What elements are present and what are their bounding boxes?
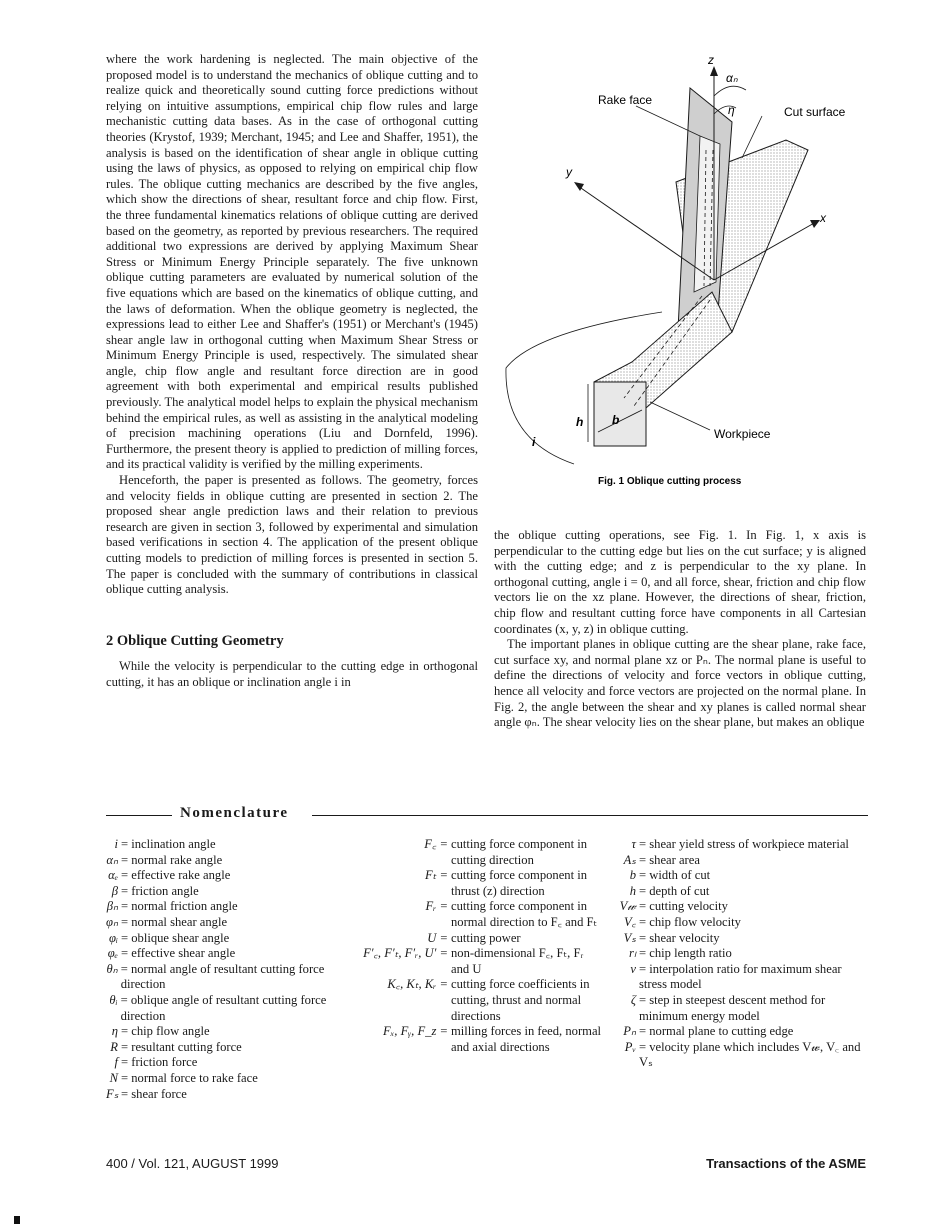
nomenclature-definition: = friction angle bbox=[121, 883, 199, 898]
nomenclature-definition: cutting force coefficients in cutting, thrust and normal directions bbox=[451, 977, 590, 1023]
nomenclature-column-3 bbox=[616, 837, 872, 1071]
nomenclature-entry bbox=[106, 884, 366, 900]
nomenclature-symbol: R bbox=[110, 1039, 118, 1054]
workpiece-block bbox=[594, 382, 646, 446]
nomenclature-symbol: Vₛ bbox=[623, 930, 636, 945]
nomenclature-symbol: V𝓌 bbox=[619, 899, 636, 914]
nomenclature-rule-right bbox=[312, 815, 868, 816]
nomenclature-entry bbox=[616, 837, 872, 853]
nomenclature-definition: cutting force component in thrust (z) direction bbox=[451, 868, 588, 898]
nomenclature-symbol: F′꜀, F′ₜ, F′ᵣ, U′ = bbox=[363, 946, 448, 961]
nomenclature-symbol: φᵢ bbox=[109, 930, 118, 945]
nomenclature-title: Nomenclature bbox=[180, 805, 289, 821]
nomenclature-definition: cutting force component in normal direction to F꜀ and Fₜ bbox=[451, 899, 598, 929]
nomenclature-definition: = oblique angle of resultant cutting force direction bbox=[120, 992, 327, 1023]
nomenclature-definition: = resultant cutting force bbox=[121, 1039, 242, 1054]
nomenclature-definition: = width of cut bbox=[639, 868, 711, 883]
nomenclature-symbol: θₙ bbox=[106, 961, 118, 976]
nomenclature-definition: = normal angle of resultant cutting force direction bbox=[120, 961, 325, 992]
nomenclature-symbol: αₑ bbox=[108, 868, 118, 883]
nomenclature-entry bbox=[106, 1040, 366, 1056]
nomenclature-entry bbox=[616, 962, 872, 993]
nomenclature-symbol: N bbox=[109, 1070, 118, 1085]
nomenclature-entry bbox=[616, 993, 872, 1024]
nomenclature-definition: = chip length ratio bbox=[639, 946, 732, 961]
workpiece-leader bbox=[650, 402, 710, 430]
nomenclature-definition: = friction force bbox=[121, 1055, 198, 1070]
nomenclature-definition: = effective shear angle bbox=[121, 946, 236, 961]
nomenclature-rule-left bbox=[106, 815, 172, 816]
x-label: x bbox=[820, 211, 826, 225]
nomenclature-symbol: U = bbox=[427, 930, 448, 945]
nomenclature-definition: = step in steepest descent method for minimum energy model bbox=[639, 992, 826, 1023]
b-label: b bbox=[612, 413, 620, 427]
nomenclature-entry bbox=[106, 1071, 366, 1087]
nomenclature-column-2 bbox=[362, 837, 614, 1055]
nomenclature-definition: = shear velocity bbox=[639, 930, 720, 945]
nomenclature-definition: = shear force bbox=[121, 1086, 187, 1101]
nomenclature-entry bbox=[362, 977, 614, 1024]
nomenclature-symbol: Pₙ bbox=[623, 1024, 636, 1039]
nomenclature-entry bbox=[106, 899, 366, 915]
nomenclature-symbol: Fₓ, Fᵧ, F_z = bbox=[383, 1024, 448, 1039]
nomenclature-definition: = velocity plane which includes V𝓌, V꜀ and Vₛ bbox=[639, 1039, 861, 1070]
nomenclature-symbol: Fₜ = bbox=[424, 868, 448, 883]
nomenclature-symbol: Fₛ bbox=[106, 1086, 119, 1101]
nomenclature-symbol: φₙ bbox=[106, 914, 118, 929]
nomenclature-definition: = shear area bbox=[639, 852, 700, 867]
nomenclature-definition: milling forces in feed, normal and axial directions bbox=[451, 1024, 602, 1054]
nomenclature-entry bbox=[106, 1087, 366, 1103]
alpha-n-arc bbox=[714, 86, 746, 96]
nomenclature-definition: = interpolation ratio for maximum shear stress model bbox=[639, 961, 842, 992]
nomenclature-definition: = normal plane to cutting edge bbox=[639, 1024, 794, 1039]
nomenclature-entry bbox=[362, 1024, 614, 1055]
nomenclature-entry bbox=[616, 1024, 872, 1040]
nomenclature-entry bbox=[106, 931, 366, 947]
figure-caption: Fig. 1 Oblique cutting process bbox=[598, 476, 742, 487]
nomenclature-entry bbox=[362, 931, 614, 947]
nomenclature-entry bbox=[362, 899, 614, 930]
y-label: y bbox=[566, 165, 572, 179]
workpiece-label: Workpiece bbox=[714, 427, 771, 441]
nomenclature-definition: = chip flow angle bbox=[121, 1024, 210, 1039]
nomenclature-definition: = depth of cut bbox=[639, 883, 710, 898]
nomenclature-column-1 bbox=[106, 837, 366, 1102]
nomenclature-entry bbox=[106, 993, 366, 1024]
nomenclature-entry bbox=[106, 868, 366, 884]
nomenclature-symbol: Aₛ bbox=[623, 852, 636, 867]
scan-edge-mark bbox=[14, 1216, 20, 1224]
nomenclature-entry bbox=[616, 915, 872, 931]
i-label: i bbox=[532, 435, 536, 449]
nomenclature-entry bbox=[106, 1055, 366, 1071]
nomenclature-entry bbox=[106, 915, 366, 931]
nomenclature-symbol: θᵢ bbox=[109, 992, 118, 1007]
alpha-n-label: αₙ bbox=[726, 71, 738, 85]
rake-face-label: Rake face bbox=[598, 93, 653, 107]
oblique-cutting-diagram bbox=[494, 50, 866, 500]
right-column bbox=[494, 528, 866, 731]
left-column bbox=[106, 52, 478, 691]
body-paragraph: While the velocity is perpendicular to the cutting edge in orthogonal cutting, it has an oblique or inclination angle i in bbox=[106, 659, 478, 689]
nomenclature-entry bbox=[106, 1024, 366, 1040]
nomenclature-box bbox=[106, 805, 868, 1101]
section-heading: 2 Oblique Cutting Geometry bbox=[106, 632, 284, 649]
cut-surface-label: Cut surface bbox=[784, 105, 846, 119]
nomenclature-symbol: rₗ bbox=[629, 946, 636, 961]
nomenclature-entry bbox=[616, 853, 872, 869]
nomenclature-definition: = normal force to rake face bbox=[121, 1070, 258, 1085]
nomenclature-symbol: αₙ bbox=[106, 852, 118, 867]
nomenclature-definition: = normal rake angle bbox=[121, 852, 223, 867]
nomenclature-header bbox=[106, 805, 868, 825]
nomenclature-symbol: f bbox=[114, 1055, 118, 1070]
nomenclature-entry bbox=[106, 837, 366, 853]
page-footer-journal: Transactions of the ASME bbox=[706, 1156, 866, 1171]
body-paragraph: where the work hardening is neglected. The main objective of the proposed model is to understand the mechanics of oblique cutting and to realize quick and theoretically sound cutting force predictions without relying on intuitive assumptions, empirical chip flow rules and large mechanistic cutting data bases. As in the case of orthogonal cutting theories (Krystof, 1939; Merchant, 1945; and Lee and Shaffer, 1951), the analysis is based on the identification of shear angle in oblique cutting using the laws of physics, as opposed to relying on empirical chip flow rules. The oblique cutting mechanics are described by the five angles, which show the directions of shear, resultant force and chip flow. First, the three fundamental kinematics relations of oblique cutting are derived based on the geometry, as reported by previous researchers. The required additional two expressions are derived by applying Maximum Shear Stress or Minimum Energy Principle separately. The five unknown oblique cutting parameters are evaluated by numerical solution of the five equations which are based on the kinematics of oblique cutting, and the laws of deformation. When the oblique geometry is neglected, the expressions lead to either Lee and Shaffer's (1951) or Merchant's (1945) shear angle law in orthogonal cutting when Maximum Shear Stress or Minimum Energy Principle is used, respectively. The simulated shear angle, chip flow angle and resultant force direction are in good agreement with both experimental and empirical results published previously. The analytical model helps to explain the physical mechanism behind the empirical rules, as well as assisting in the analytical modeling of precision machining operations (Liu and Dornfeld, 1996). Furthermore, the present theory is applied to prediction of milling forces, and its practical validity is verified by the milling experiments. bbox=[106, 52, 478, 472]
nomenclature-entry bbox=[616, 884, 872, 900]
nomenclature-symbol: V꜀ bbox=[623, 914, 636, 929]
body-paragraph: The important planes in oblique cutting are the shear plane, rake face, cut surface xy, and normal plane xz or Pₙ. The normal plane is useful to define the directions of velocity and force vectors in oblique cutting, hence all velocity and force vectors are projected on the normal plane. In Fig. 2, the angle between the shear and xy planes is called normal shear angle φₙ. The shear velocity lies on the shear plane, but makes an oblique bbox=[494, 637, 866, 730]
nomenclature-entry bbox=[616, 1040, 872, 1071]
nomenclature-symbol: F꜀ = bbox=[424, 837, 448, 851]
nomenclature-definition: = oblique shear angle bbox=[121, 930, 230, 945]
nomenclature-definition: cutting power bbox=[451, 930, 521, 945]
nomenclature-symbol: β bbox=[111, 883, 118, 898]
nomenclature-symbol: ν bbox=[630, 961, 636, 976]
nomenclature-definition: = inclination angle bbox=[121, 837, 216, 851]
nomenclature-symbol: Pᵥ bbox=[624, 1039, 636, 1054]
nomenclature-definition: = shear yield stress of workpiece material bbox=[639, 837, 849, 851]
nomenclature-definition: non-dimensional F꜀, Fₜ, Fᵣ and U bbox=[451, 946, 584, 976]
nomenclature-entry bbox=[362, 868, 614, 899]
nomenclature-symbol: b bbox=[629, 868, 636, 883]
nomenclature-entry bbox=[362, 837, 614, 868]
nomenclature-entry bbox=[616, 931, 872, 947]
nomenclature-symbol: K꜀, Kₜ, Kᵣ = bbox=[387, 977, 448, 992]
nomenclature-definition: = normal shear angle bbox=[121, 914, 228, 929]
nomenclature-entry bbox=[362, 946, 614, 977]
eta-label: η bbox=[728, 103, 735, 117]
nomenclature-symbol: η bbox=[111, 1024, 118, 1039]
nomenclature-definition: = effective rake angle bbox=[121, 868, 231, 883]
nomenclature-entry bbox=[616, 868, 872, 884]
nomenclature-entry bbox=[106, 946, 366, 962]
nomenclature-definition: = normal friction angle bbox=[121, 899, 238, 914]
body-paragraph: the oblique cutting operations, see Fig. 1. In Fig. 1, x axis is perpendicular to the cutting edge but lies on the cut surface; y is aligned with the cutting edge; and z is perpendicular to the xy plane. In orthogonal cutting, angle i = 0, and all force, shear, friction and chip flow vectors lie on the xz plane. However, the directions of shear, friction, chip flow and resultant cutting force have components in all Cartesian coordinates (x, y, z) in oblique cutting. bbox=[494, 528, 866, 636]
nomenclature-entry bbox=[616, 899, 872, 915]
nomenclature-entry bbox=[106, 962, 366, 993]
h-label: h bbox=[576, 415, 584, 429]
nomenclature-symbol: βₙ bbox=[106, 899, 118, 914]
nomenclature-definition: cutting force component in cutting direction bbox=[451, 837, 588, 867]
nomenclature-definition: = chip flow velocity bbox=[639, 914, 741, 929]
nomenclature-definition: = cutting velocity bbox=[639, 899, 728, 914]
nomenclature-symbol: Fᵣ = bbox=[425, 899, 448, 914]
z-label: z bbox=[708, 53, 714, 67]
figure-oblique-cutting bbox=[494, 50, 866, 500]
z-axis-arrowhead bbox=[710, 66, 718, 76]
body-paragraph: Henceforth, the paper is presented as follows. The geometry, forces and velocity fields in oblique cutting are presented in section 2. The proposed shear angle prediction laws and their relation to previous research are given in section 3, followed by experimental and simulation based verifications in section 4. The application of the present oblique cutting models to prediction of milling forces is presented in section 5. The paper is concluded with the summary of contributions in classical oblique cutting analysis. bbox=[106, 473, 478, 597]
nomenclature-symbol: ζ bbox=[630, 992, 636, 1007]
page-footer-citation: 400 / Vol. 121, AUGUST 1999 bbox=[106, 1156, 279, 1171]
nomenclature-entry bbox=[106, 853, 366, 869]
nomenclature-symbol: h bbox=[629, 883, 636, 898]
nomenclature-entry bbox=[616, 946, 872, 962]
nomenclature-symbol: φₑ bbox=[107, 946, 118, 961]
nomenclature-symbol: i bbox=[114, 837, 118, 851]
nomenclature-symbol: τ bbox=[631, 837, 636, 851]
